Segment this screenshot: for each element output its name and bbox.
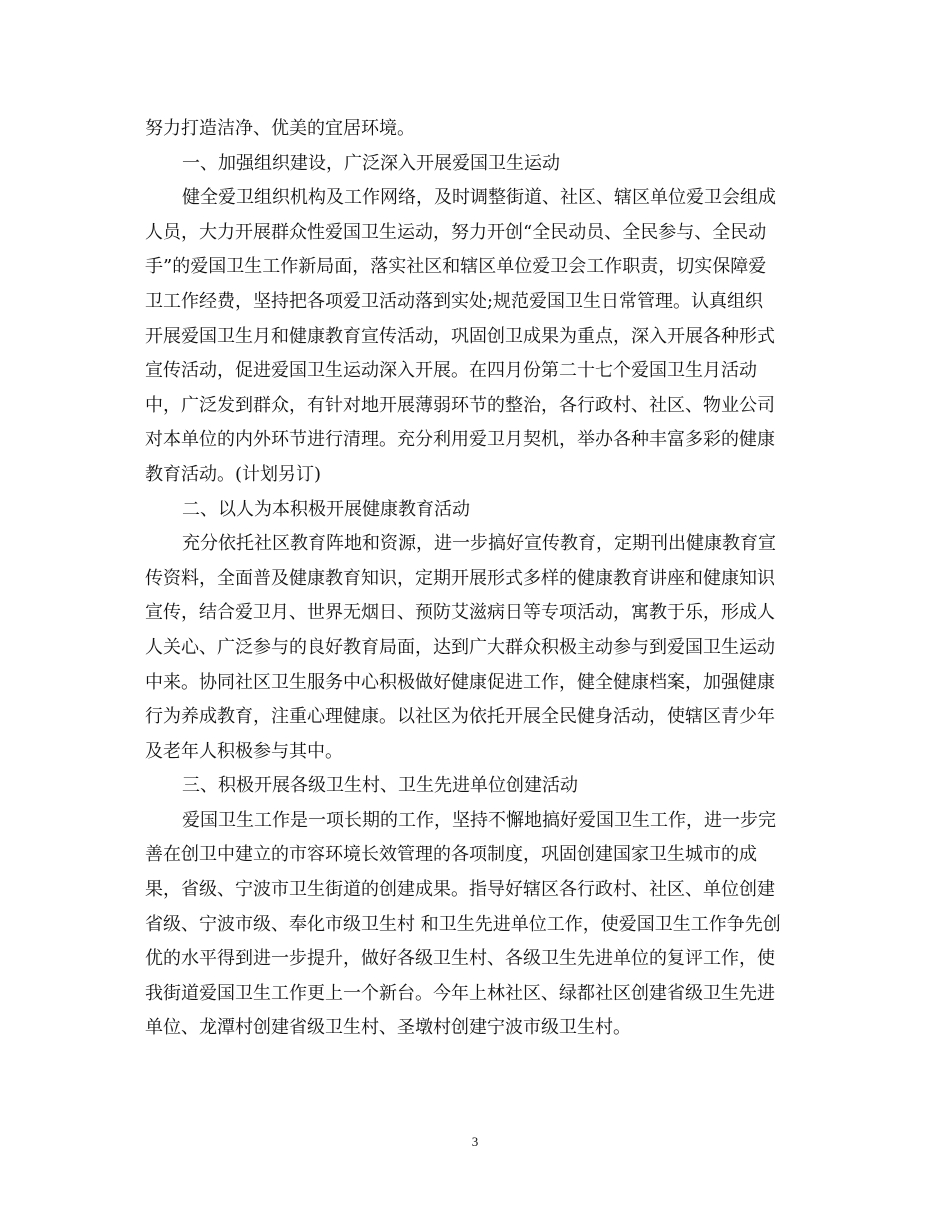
section-heading: 三、积极开展各级卫生村、卫生先进单位创建活动 xyxy=(182,775,578,797)
text-line: 果，省级、宁波市卫生街道的创建成果。指导好辖区各行政村、社区、单位创建 xyxy=(145,879,775,901)
text-line: 善在创卫中建立的市容环境长效管理的各项制度，巩固创建国家卫生城市的成 xyxy=(145,844,757,866)
paragraph-first-line: 爱国卫生工作是一项长期的工作，坚持不懈地搞好爱国卫生工作，进一步完 xyxy=(182,809,776,831)
text-line: 宣传，结合爱卫月、世界无烟日、预防艾滋病日等专项活动，寓教于乐，形成人 xyxy=(145,602,775,624)
text-line: 教育活动。(计划另订) xyxy=(145,463,322,485)
text-line: 手”的爱国卫生工作新局面，落实社区和辖区单位爱卫会工作职责，切实保障爱 xyxy=(145,256,767,278)
text-line: 对本单位的内外环节进行清理。充分利用爱卫月契机，举办各种丰富多彩的健康 xyxy=(145,429,775,451)
paragraph-first-line: 健全爱卫组织机构及工作网络，及时调整街道、社区、辖区单位爱卫会组成 xyxy=(182,187,776,209)
page-number: 3 xyxy=(471,1134,479,1149)
text-line: 人关心、广泛参与的良好教育局面，达到广大群众积极主动参与到爱国卫生运动 xyxy=(145,636,775,658)
section-heading: 二、以人为本积极开展健康教育活动 xyxy=(182,498,470,520)
text-line: 人员，大力开展群众性爱国卫生运动，努力开创“全民动员、全民参与、全民动 xyxy=(145,221,767,243)
text-line: 单位、龙潭村创建省级卫生村、圣墩村创建宁波市级卫生村。 xyxy=(145,1017,631,1039)
text-line: 优的水平得到进一步提升，做好各级卫生村、各级卫生先进单位的复评工作，使 xyxy=(145,948,775,970)
text-line: 宣传活动，促进爱国卫生运动深入开展。在四月份第二十七个爱国卫生月活动 xyxy=(145,360,757,382)
text-line: 卫工作经费，坚持把各项爱卫活动落到实处;规范爱国卫生日常管理。认真组织 xyxy=(145,290,764,312)
text-line: 中来。协同社区卫生服务中心积极做好健康促进工作，健全健康档案，加强健康 xyxy=(145,671,775,693)
section-heading: 一、加强组织建设，广泛深入开展爱国卫生运动 xyxy=(182,152,560,174)
text-line: 我街道爱国卫生工作更上一个新台。今年上林社区、绿都社区创建省级卫生先进 xyxy=(145,982,775,1004)
document-body xyxy=(145,112,800,1046)
text-line: 开展爱国卫生月和健康教育宣传活动，巩固创卫成果为重点，深入开展各种形式 xyxy=(145,325,775,347)
text-line: 及老年人积极参与其中。 xyxy=(145,740,343,762)
text-line: 省级、宁波市级、奉化市级卫生村 和卫生先进单位工作，使爱国卫生工作争先创 xyxy=(145,913,781,935)
text-line: 行为养成教育，注重心理健康。以社区为依托开展全民健身活动，使辖区青少年 xyxy=(145,706,775,728)
text-line: 传资料，全面普及健康教育知识，定期开展形式多样的健康教育讲座和健康知识 xyxy=(145,567,775,589)
text-line: 中，广泛发到群众，有针对地开展薄弱环节的整治，各行政村、社区、物业公司 xyxy=(145,394,775,416)
paragraph-first-line: 充分依托社区教育阵地和资源，进一步搞好宣传教育，定期刊出健康教育宣 xyxy=(182,533,776,555)
text-line: 努力打造洁净、优美的宜居环境。 xyxy=(145,118,415,139)
